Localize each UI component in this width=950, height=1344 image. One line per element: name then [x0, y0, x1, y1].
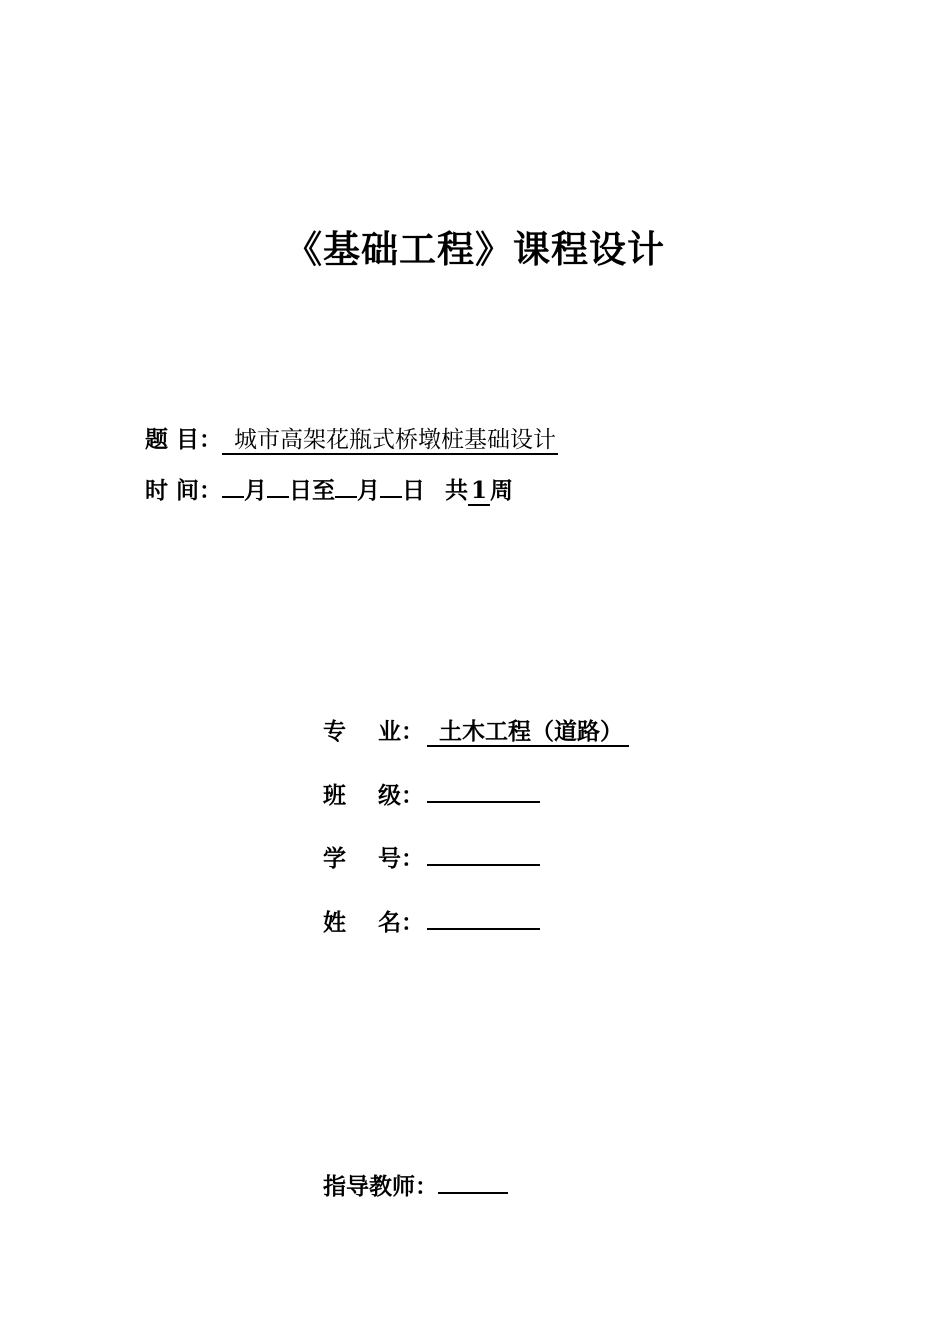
topic-row	[145, 424, 558, 456]
week-unit: 周	[490, 477, 514, 504]
topic-label: 题 目：	[145, 426, 223, 453]
month-end-blank	[335, 474, 357, 498]
name-blank	[427, 906, 540, 930]
name-row	[323, 906, 540, 939]
day-start-unit: 日至	[289, 477, 336, 504]
total-prefix: 共	[445, 477, 469, 504]
major-row	[323, 716, 629, 748]
month-start-unit: 月	[244, 477, 268, 504]
document-title: 《基础工程》课程设计	[285, 227, 665, 271]
class-blank	[427, 779, 540, 803]
month-end-unit: 月	[357, 477, 381, 504]
class-row	[323, 779, 540, 812]
time-row	[145, 474, 513, 507]
weeks-value: 1	[468, 478, 490, 506]
name-label: 姓 名：	[323, 909, 425, 936]
class-label: 班 级：	[323, 782, 425, 809]
day-start-blank	[267, 474, 289, 498]
day-end-unit: 日	[402, 477, 426, 504]
topic-value: 城市高架花瓶式桥墩桩基础设计	[222, 427, 558, 455]
teacher-label: 指导教师：	[323, 1173, 438, 1200]
time-label: 时 间：	[145, 477, 223, 504]
teacher-row	[323, 1170, 508, 1203]
major-label: 专 业：	[323, 718, 425, 745]
student-id-row	[323, 842, 540, 875]
student-id-blank	[427, 842, 540, 866]
month-start-blank	[222, 474, 244, 498]
day-end-blank	[380, 474, 402, 498]
major-value: 土木工程（道路）	[427, 719, 629, 747]
teacher-blank	[438, 1170, 508, 1194]
student-id-label: 学 号：	[323, 845, 425, 872]
